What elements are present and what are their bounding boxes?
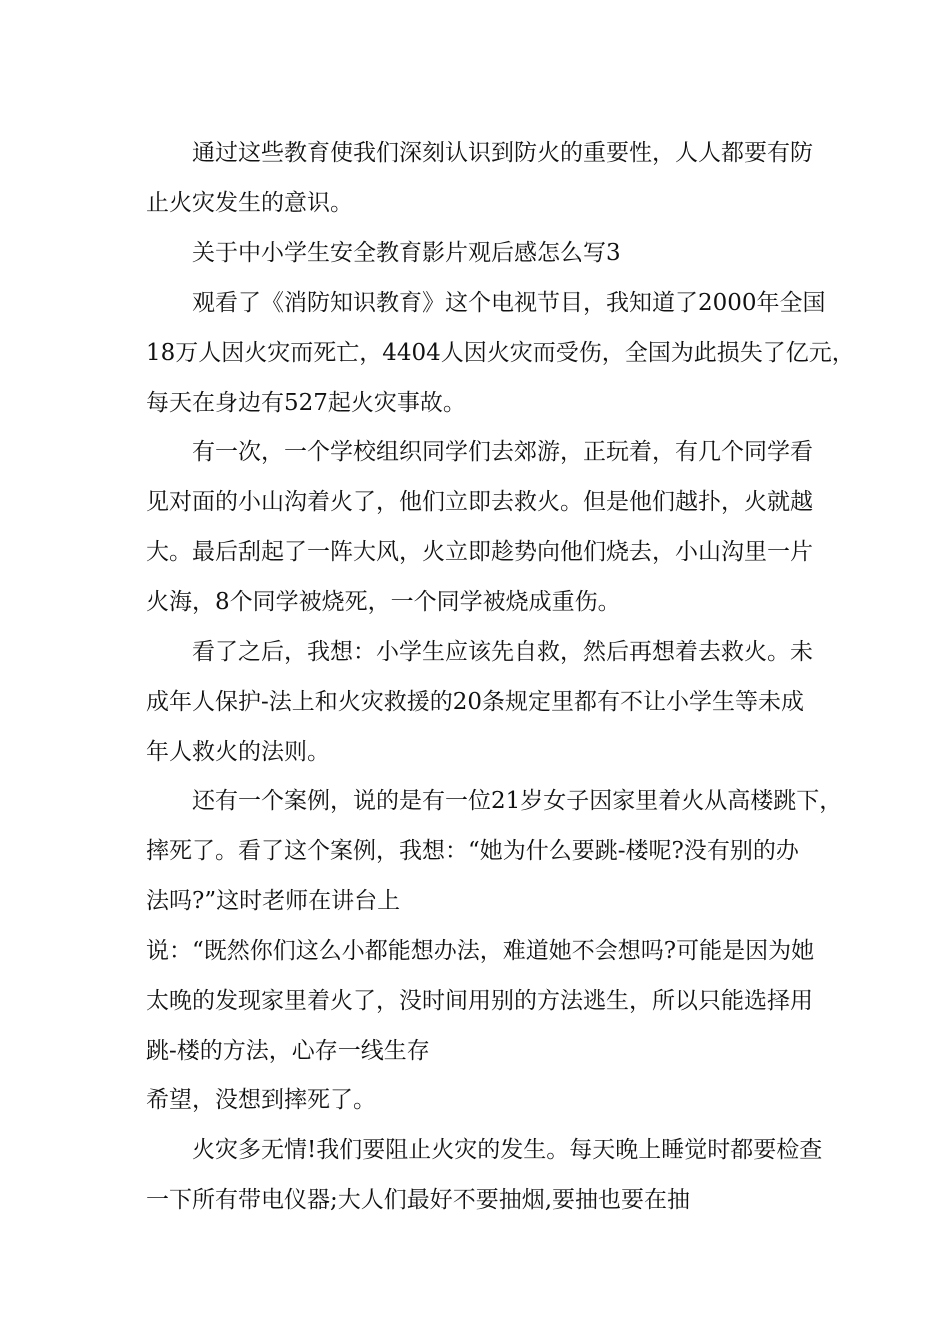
text-line: 观看了《消防知识教育》这个电视节目，我知道了2000年全国 xyxy=(192,290,826,316)
text-line: 18万人因火灾而死亡，4404人因火灾而受伤，全国为此损失了亿元， xyxy=(146,340,855,366)
text-line: 止火灾发生的意识。 xyxy=(146,190,353,216)
text-line: 跳-楼的方法，心存一线生存 xyxy=(146,1038,430,1064)
text-line: 看了之后，我想：小学生应该先自救，然后再想着去救火。未 xyxy=(192,639,813,665)
text-line: 摔死了。看了这个案例，我想：“她为什么要跳-楼呢?没有别的办 xyxy=(146,838,799,864)
text-line: 一下所有带电仪器;大人们最好不要抽烟,要抽也要在抽 xyxy=(146,1187,691,1213)
text-line: 法吗?”这时老师在讲台上 xyxy=(146,888,401,914)
text-line: 火海，8个同学被烧死，一个同学被烧成重伤。 xyxy=(146,589,621,615)
text-line: 说：“既然你们这么小都能想办法，难道她不会想吗?可能是因为她 xyxy=(146,938,815,964)
text-line: 希望，没想到摔死了。 xyxy=(146,1087,376,1113)
text-line: 有一次，一个学校组织同学们去郊游，正玩着，有几个同学看 xyxy=(192,439,813,465)
text-line: 年人救火的法则。 xyxy=(146,739,330,765)
text-line: 通过这些教育使我们深刻认识到防火的重要性，人人都要有防 xyxy=(192,140,813,166)
section-heading: 关于中小学生安全教育影片观后感怎么写3 xyxy=(192,240,621,266)
text-line: 成年人保护-法上和火灾救援的20条规定里都有不让小学生等未成 xyxy=(146,689,805,715)
text-line: 大。最后刮起了一阵大风，火立即趁势向他们烧去，小山沟里一片 xyxy=(146,539,813,565)
text-line: 火灾多无情!我们要阻止火灾的发生。每天晚上睡觉时都要检查 xyxy=(192,1137,823,1163)
text-line: 太晚的发现家里着火了，没时间用别的方法逃生，所以只能选择用 xyxy=(146,988,813,1014)
text-line: 还有一个案例，说的是有一位21岁女子因家里着火从高楼跳下， xyxy=(192,788,843,814)
text-line: 见对面的小山沟着火了，他们立即去救火。但是他们越扑，火就越 xyxy=(146,489,813,515)
text-line: 每天在身边有527起火灾事故。 xyxy=(146,390,466,416)
